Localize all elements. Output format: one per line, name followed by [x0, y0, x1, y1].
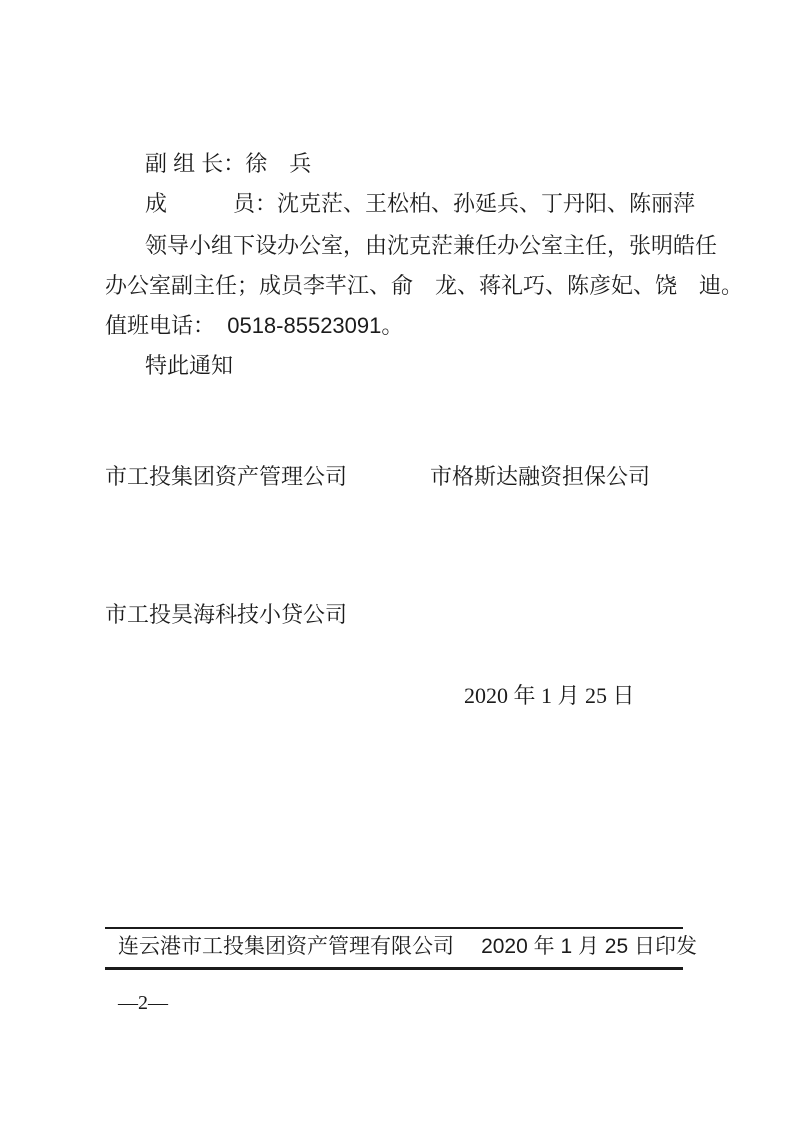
document-date: 2020 年 1 月 25 日 — [464, 683, 635, 708]
office-paragraph-line-3: 值班电话： 0518-85523091。 — [105, 313, 404, 338]
footer-rule-bottom — [105, 967, 683, 970]
office-paragraph-line-1: 领导小组下设办公室，由沈克茫兼任办公室主任，张明皓任 — [145, 233, 718, 258]
deputy-leader-line: 副 组 长：徐 兵 — [145, 151, 312, 176]
signer-company-3: 市工投昊海科技小贷公司 — [105, 602, 348, 627]
office-paragraph-line-2: 办公室副主任；成员李芊江、俞 龙、蒋礼巧、陈彦妃、饶 迪。 — [105, 273, 744, 298]
closing-line: 特此通知 — [145, 353, 234, 378]
page-number: —2— — [118, 992, 168, 1014]
signer-company-1: 市工投集团资产管理公司 — [105, 464, 348, 489]
footer-issuer: 连云港市工投集团资产管理有限公司 — [118, 935, 454, 958]
footer-print-date: 2020 年 1 月 25 日印发 — [481, 935, 697, 958]
footer-rule-top — [105, 927, 683, 929]
members-line: 成 员：沈克茫、王松柏、孙延兵、丁丹阳、陈丽萍 — [145, 191, 696, 216]
signer-company-2: 市格斯达融资担保公司 — [430, 464, 651, 489]
